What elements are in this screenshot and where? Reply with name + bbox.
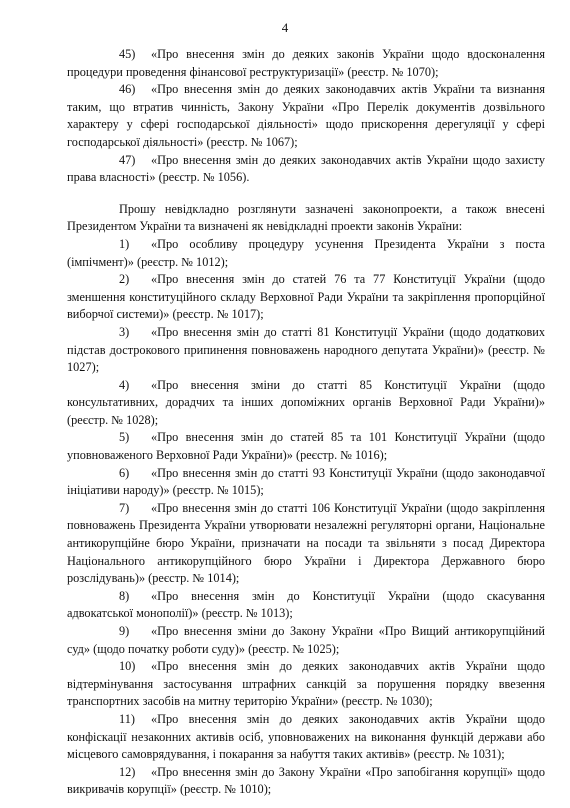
list-item	[67, 81, 545, 151]
document-body	[67, 46, 545, 799]
list-item	[67, 711, 545, 764]
item-number: 46)	[119, 82, 136, 97]
item-text: «Про внесення змін до статті 106 Конституції України (щодо закріплення повноважень Президента України утворювати незалежні регуляторні органи, Національне антикорупційне бюро України, призначати на посади та звільняти з посад Директора Національного антикорупційного бюро України і Директора Державного бюро розслідувань)» (реєстр. № 1014);	[67, 500, 545, 586]
item-text: «Про внесення змін до статей 85 та 101 Конституції України (щодо уповноваженого Верховної Ради України)» (реєстр. № 1016);	[67, 430, 545, 463]
item-number: 45)	[119, 47, 136, 61]
list-item	[67, 429, 545, 464]
item-text: «Про особливу процедуру усунення Президента України з поста (імпічмент)» (реєстр. № 1012);	[67, 236, 545, 269]
list-item	[67, 152, 545, 187]
page-number: 4	[281, 20, 289, 35]
item-text: «Про внесення змін до Закону України «Про запобігання корупції» щодо викривачів корупції» (реєстр. № 1010);	[67, 764, 545, 797]
item-number: 3)	[119, 324, 130, 339]
item-text: «Про внесення змін до деяких законів України щодо вдосконалення процедури проведення фінансової реструктуризації» (реєстр. № 1070);	[67, 47, 545, 79]
item-text: «Про внесення змін до деяких законодавчих актів України щодо відтермінування застосування штрафних санкцій за порушення порядку ввезення транспортних засобів на митну територію України» (реєстр. № 1030);	[67, 659, 545, 709]
list-item	[67, 465, 545, 500]
list-item	[67, 658, 545, 711]
list-item	[67, 271, 545, 324]
item-number: 1)	[119, 236, 130, 251]
item-text: «Про внесення зміни до статті 85 Конституції України (щодо консультативних, дорадчих та інших допоміжних органів Верховної Ради України)» (реєстр. № 1028);	[67, 377, 545, 427]
item-number: 47)	[119, 152, 136, 167]
item-number: 12)	[119, 764, 136, 779]
bill-list-urgent	[67, 236, 545, 799]
list-item	[67, 236, 545, 271]
item-number: 7)	[119, 500, 130, 515]
item-text: «Про внесення змін до статті 93 Конституції України (щодо законодавчої ініціативи народу)» (реєстр. № 1015);	[67, 465, 545, 498]
item-text: «Про внесення змін до деяких законодавчих актів України щодо конфіскації незаконних активів осіб, уповноважених на виконання функцій держави або місцевого самоврядування, і покарання за набуття таких активів» (реєстр. № 1031);	[67, 711, 545, 762]
list-item	[67, 324, 545, 377]
item-number: 4)	[119, 377, 130, 392]
item-number: 2)	[119, 272, 130, 287]
item-text: «Про внесення змін до статті 81 Конституції України (щодо додаткових підстав дострокового припинення повноважень народного депутата України)» (реєстр. № 1027);	[67, 324, 545, 375]
item-text: «Про внесення змін до статей 76 та 77 Конституції України (щодо зменшення конституційного складу Верховної Ради України та закріплення пропорційної виборчої системи)» (реєстр. № 1017);	[67, 272, 545, 322]
list-item	[67, 46, 545, 81]
item-text: «Про внесення змін до деяких законодавчих актів України та визнання таким, що втратив чинність, Закону України «Про Перелік документів дозвільного характеру у сфері господарської діяльності» щодо прискорення дерегуляції у сфері господарської діяльності» (реєстр. № 1067);	[67, 82, 545, 149]
list-item	[67, 377, 545, 430]
item-number: 5)	[119, 430, 130, 445]
item-text: «Про внесення зміни до Закону України «Про Вищий антикорупційний суд» (щодо початку роботи суду)» (реєстр. № 1025);	[67, 624, 545, 656]
item-number: 10)	[119, 659, 136, 674]
item-number: 6)	[119, 465, 130, 480]
request-paragraph: Прошу невідкладно розглянути зазначені законопроекти, а також внесені Президентом України та визначені як невідкладні проекти законів України:	[67, 201, 545, 234]
bill-list-top	[67, 46, 545, 187]
list-item	[67, 588, 545, 623]
item-number: 8)	[119, 588, 130, 603]
item-number: 9)	[119, 624, 130, 638]
item-number: 11)	[119, 711, 135, 726]
item-text: «Про внесення змін до Конституції України (щодо скасування адвокатської монополії)» (реєстр. № 1013);	[67, 588, 545, 621]
item-text: «Про внесення змін до деяких законодавчих актів України щодо захисту права власності» (реєстр. № 1056).	[67, 152, 545, 185]
list-item	[67, 764, 545, 799]
list-item	[67, 500, 545, 588]
list-item	[67, 623, 545, 658]
